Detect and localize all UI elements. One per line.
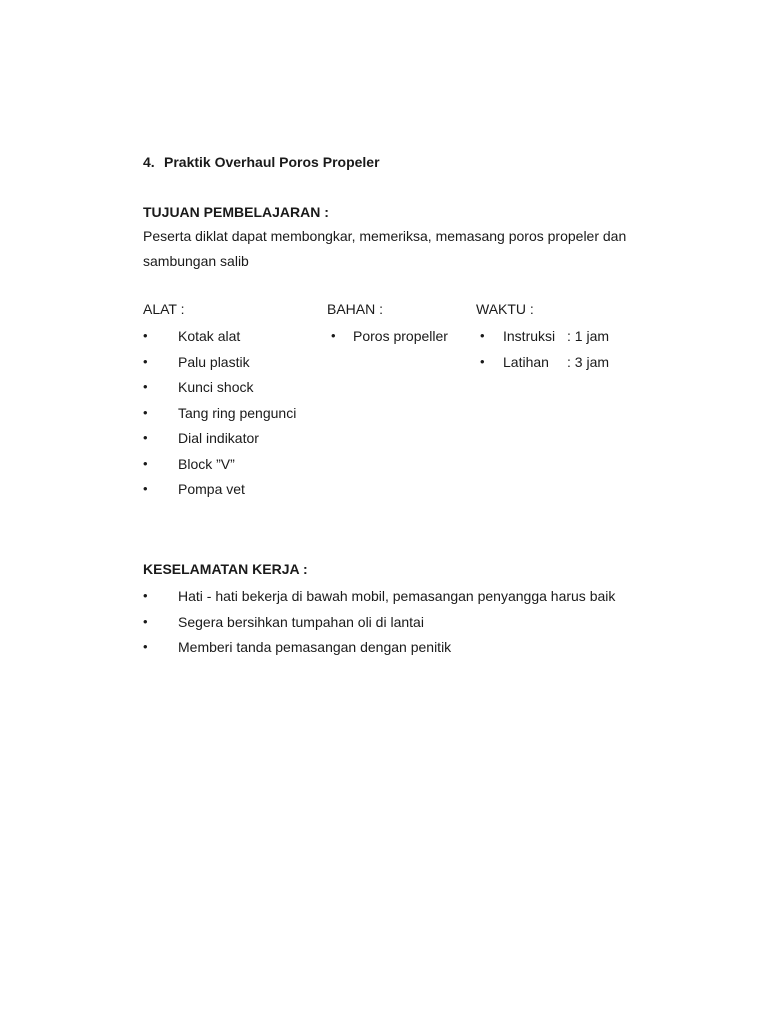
- alat-item: Pompa vet: [178, 481, 245, 497]
- list-item: [143, 405, 296, 431]
- bahan-item: Poros propeller: [353, 328, 448, 344]
- waktu-item-value: : 3 jam: [567, 353, 610, 370]
- keselamatan-item: Hati - hati bekerja di bawah mobil, pemasangan penyangga harus baik: [178, 588, 616, 604]
- bahan-heading: BAHAN :: [327, 301, 384, 317]
- list-item: [331, 328, 448, 354]
- alat-item: Palu plastik: [178, 353, 250, 370]
- bahan-list: [331, 328, 448, 354]
- alat-item: Tang ring pengunci: [178, 404, 297, 421]
- waktu-item-value: : 1 jam: [567, 328, 610, 344]
- keselamatan-list: [143, 588, 615, 665]
- tujuan-line-2: sambungan salib: [143, 253, 249, 269]
- bullet-icon: •: [480, 328, 485, 343]
- bullet-icon: •: [143, 404, 148, 420]
- waktu-item-label: Latihan: [503, 353, 549, 370]
- list-item: [143, 588, 615, 614]
- section-number: 4.: [143, 154, 155, 170]
- bullet-icon: •: [143, 588, 148, 603]
- bullet-icon: •: [143, 455, 148, 471]
- keselamatan-heading: KESELAMATAN KERJA :: [143, 561, 308, 577]
- waktu-item-label: Instruksi: [503, 328, 556, 344]
- waktu-list: [480, 328, 609, 379]
- list-item: [143, 481, 296, 507]
- list-item: [143, 639, 615, 665]
- list-item: [143, 354, 296, 380]
- bullet-icon: •: [143, 328, 148, 343]
- tujuan-line-1: Peserta diklat dapat membongkar, memeriksa, memasang poros propeler dan: [143, 228, 627, 244]
- keselamatan-item: Segera bersihkan tumpahan oli di lantai: [178, 613, 424, 630]
- alat-item: Kunci shock: [178, 379, 254, 395]
- list-item: [143, 379, 296, 405]
- alat-heading: ALAT :: [143, 301, 185, 317]
- bullet-icon: •: [143, 481, 148, 496]
- waktu-heading: WAKTU :: [476, 301, 534, 317]
- alat-item: Block ”V”: [178, 455, 235, 472]
- bullet-icon: •: [143, 430, 148, 445]
- tujuan-heading: TUJUAN PEMBELAJARAN :: [143, 204, 329, 220]
- alat-item: Dial indikator: [178, 430, 259, 446]
- section-title: [143, 154, 380, 170]
- list-item: [143, 456, 296, 482]
- alat-list: [143, 328, 296, 507]
- bullet-icon: •: [143, 613, 148, 629]
- bullet-icon: •: [143, 353, 148, 369]
- waktu-item: [503, 354, 609, 370]
- list-item: [143, 614, 615, 640]
- keselamatan-item: Memberi tanda pemasangan dengan penitik: [178, 639, 452, 655]
- list-item: [143, 430, 296, 456]
- bullet-icon: •: [480, 353, 485, 369]
- waktu-item: [503, 328, 609, 344]
- list-item: [143, 328, 296, 354]
- list-item: [480, 354, 609, 380]
- bullet-icon: •: [143, 379, 148, 394]
- bullet-icon: •: [331, 328, 336, 343]
- bullet-icon: •: [143, 639, 148, 654]
- alat-item: Kotak alat: [178, 328, 241, 344]
- section-title-text: Praktik Overhaul Poros Propeler: [164, 154, 380, 170]
- list-item: [480, 328, 609, 354]
